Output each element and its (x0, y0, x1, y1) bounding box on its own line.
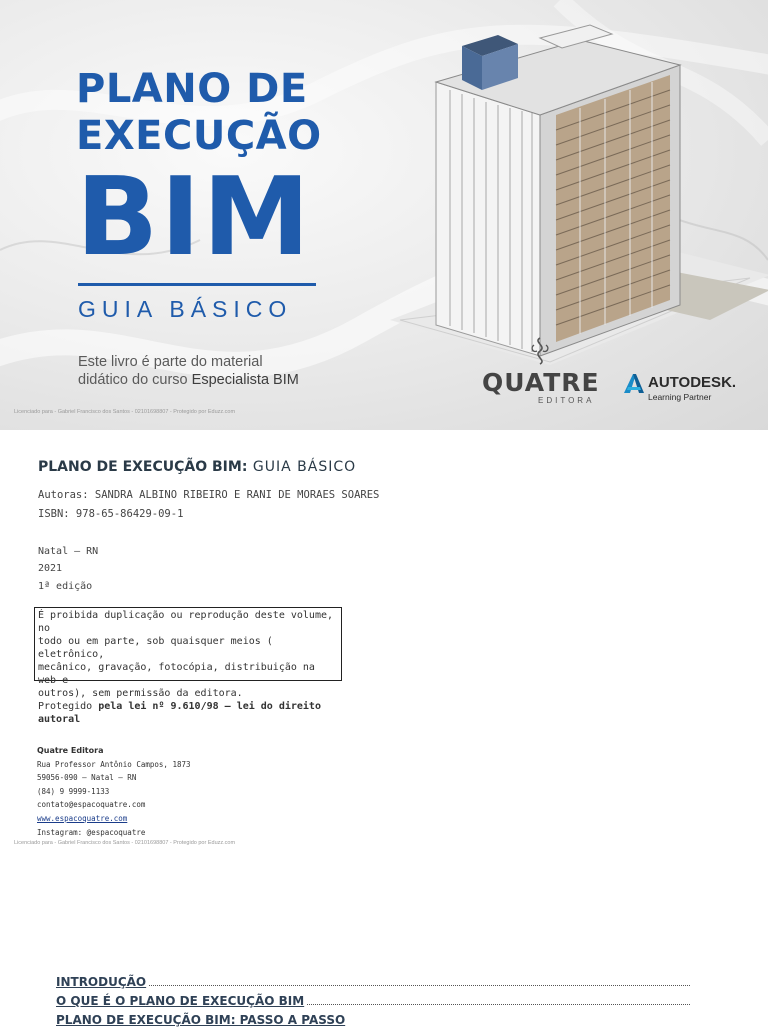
publisher-address: Rua Professor Antônio Campos, 1873 (37, 760, 191, 769)
city-line: Natal – RN (38, 546, 99, 557)
isbn-line: ISBN: 978-65-86429-09-1 (38, 508, 184, 520)
title-divider (78, 283, 316, 286)
book-cover (0, 0, 768, 430)
cover-title-bim: BIM (76, 155, 312, 280)
toc-entry-introducao[interactable] (56, 975, 690, 991)
publisher-email: contato@espacoquatre.com (37, 800, 146, 809)
copyright-notice-box (34, 607, 342, 725)
authors-line: Autoras: SANDRA ALBINO RIBEIRO E RANI DE MORAES SOARES (38, 489, 380, 501)
cover-subtitle: GUIA BÁSICO (78, 296, 293, 322)
cover-title-line-1: PLANO DE (76, 66, 308, 112)
publisher-phone: (84) 9 9999-1133 (37, 787, 110, 796)
cover-blurb (78, 353, 299, 389)
notice-line: todo ou em parte, sob quaisquer meios ( eletrônico, (38, 636, 273, 660)
book-title-main: PLANO DE EXECUÇÃO BIM: (38, 459, 248, 475)
notice-line: outros), sem permissão da editora. (38, 688, 243, 699)
toc-entry-label: INTRODUÇÃO (56, 975, 147, 989)
notice-line-law (38, 700, 338, 726)
publisher-instagram: Instagram: @espacoquatre (37, 828, 146, 837)
notice-line: mecânico, gravação, fotocópia, distribuição na web e (38, 662, 315, 686)
autodesk-partner-logo (622, 372, 752, 404)
ornament-icon (525, 336, 555, 366)
blurb-line-2 (78, 371, 299, 389)
autodesk-a-icon (622, 372, 646, 394)
blurb-line-2-prefix: didático do curso (78, 372, 192, 388)
license-watermark: Licenciado para - Gabriel Francisco dos Santos - 02101698807 - Protegido por Eduzz.com (14, 840, 236, 846)
toc-entry-o-que-e[interactable] (56, 994, 690, 1010)
toc-leader-dots (149, 975, 690, 986)
quatre-subtitle: EDITORA (538, 396, 595, 405)
publisher-name: Quatre Editora (37, 746, 104, 755)
notice-law-prefix: Protegido (38, 701, 99, 712)
publisher-website-link[interactable]: www.espacoquatre.com (37, 814, 128, 823)
book-title (38, 459, 356, 475)
quatre-editora-logo (482, 336, 600, 408)
book-title-subtitle: GUIA BÁSICO (247, 459, 357, 475)
year-line: 2021 (38, 563, 63, 574)
cover-title-line-2: EXECUÇÃO (76, 113, 322, 159)
notice-law-text: pela lei nº 9.610/98 – lei do direito autoral (38, 701, 321, 725)
blurb-course-name: Especialista BIM (191, 372, 299, 388)
autodesk-subtitle: Learning Partner (648, 392, 712, 402)
toc-entry-passo-a-passo[interactable] (56, 1013, 690, 1029)
publisher-zip: 59056-090 – Natal – RN (37, 773, 137, 782)
toc-entry-label: PLANO DE EXECUÇÃO BIM: PASSO A PASSO (56, 1013, 346, 1027)
toc-entry-label: O QUE É O PLANO DE EXECUÇÃO BIM (56, 994, 305, 1008)
autodesk-wordmark: AUTODESK. (648, 374, 737, 391)
quatre-wordmark: QUATRE (482, 368, 600, 397)
building-illustration (380, 20, 768, 365)
edition-line: 1ª edição (38, 581, 93, 592)
notice-line: É proibida duplicação ou reprodução deste volume, no (38, 610, 334, 634)
blurb-line-1: Este livro é parte do material (78, 354, 263, 370)
toc-leader-dots (307, 994, 690, 1005)
license-watermark: Licenciado para - Gabriel Francisco dos Santos - 02101698807 - Protegido por Eduzz.com (14, 409, 236, 415)
